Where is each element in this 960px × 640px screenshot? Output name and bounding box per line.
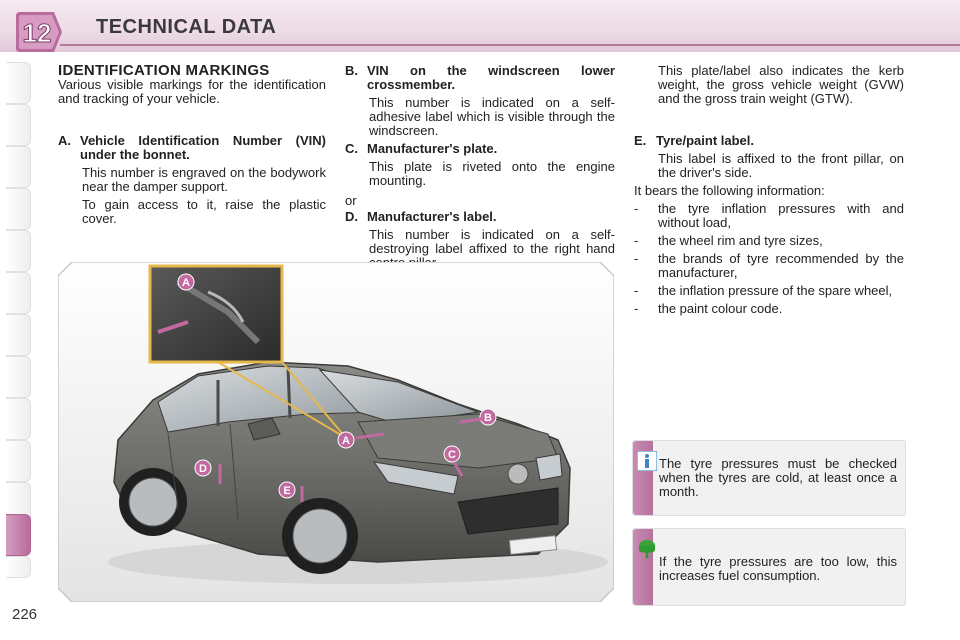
chapter-tab[interactable]	[6, 398, 31, 440]
item-c-text: This plate is riveted onto the engine mounting.	[369, 159, 615, 188]
svg-text:A: A	[342, 435, 350, 447]
section-title: IDENTIFICATION MARKINGS	[58, 62, 270, 79]
info-text: The tyre pressures must be checked when the tyres are cold, at least once a month.	[659, 456, 897, 499]
chapter-badge	[14, 10, 64, 54]
bears-intro: It bears the following information:	[634, 183, 825, 198]
chapter-tab[interactable]	[6, 188, 31, 230]
list-item: - the wheel rim and tyre sizes,	[634, 234, 904, 248]
tree-icon	[637, 539, 657, 559]
info-icon	[637, 451, 657, 471]
chapter-tab[interactable]	[6, 104, 31, 146]
chapter-tab[interactable]	[6, 440, 31, 482]
item-heading: Tyre/paint label.	[656, 133, 755, 148]
item-heading: VIN on the windscreen lower crossmember.	[367, 63, 615, 92]
item-heading: Manufacturer's label.	[367, 209, 497, 224]
svg-text:D: D	[199, 463, 207, 475]
car-illustration	[58, 262, 614, 602]
chapter-tab[interactable]	[6, 314, 31, 356]
page-number: 226	[12, 606, 38, 623]
item-letter: A.	[58, 133, 71, 148]
list-item-text: the wheel rim and tyre sizes,	[658, 233, 823, 248]
right-column	[634, 64, 904, 316]
svg-text:E: E	[283, 485, 291, 497]
list-item: - the brands of tyre recommended by the manufacturer,	[634, 251, 904, 280]
marker-a-inset	[178, 274, 194, 290]
item-d-heading	[345, 210, 615, 224]
item-d-text: This number is indicated on a self-destroying label affixed to the right hand	[369, 227, 615, 256]
or-text: or	[345, 193, 357, 208]
plate-note: This plate/label also indicates the kerb weight, the gross vehicle weight (GVW) and the gross train weight (GTW).	[658, 63, 904, 106]
left-column	[58, 64, 326, 226]
page-title: TECHNICAL DATA	[96, 16, 277, 38]
chapter-number: 12	[22, 18, 52, 48]
middle-column	[345, 64, 615, 270]
item-heading: Manufacturer's plate.	[367, 141, 498, 156]
chapter-tab[interactable]	[6, 272, 31, 314]
intro-text: Various visible markings for the identification and tracking of your vehicle.	[58, 77, 326, 106]
item-letter: D.	[345, 209, 358, 224]
item-e-heading	[634, 134, 904, 148]
item-letter: E.	[634, 133, 647, 148]
eco-box	[632, 528, 906, 606]
svg-text:B: B	[484, 412, 492, 424]
item-c-heading	[345, 142, 615, 156]
chapter-tab[interactable]	[6, 230, 31, 272]
list-item: - the tyre inflation pressures with and without load,	[634, 201, 904, 230]
list-item: - the inflation pressure of the spare wheel,	[634, 284, 904, 298]
list-item-text: the brands of tyre recommended by the manufacturer,	[658, 251, 904, 280]
item-heading: Vehicle Identification Number (VIN) under the bonnet.	[80, 133, 326, 162]
info-box	[632, 440, 906, 516]
eco-text: If the tyre pressures are too low, this increases fuel consumption.	[659, 554, 897, 583]
chapter-tab[interactable]	[6, 356, 31, 398]
chapter-tab[interactable]	[6, 62, 31, 104]
chapter-tab[interactable]	[6, 146, 31, 188]
header-rule	[60, 44, 960, 46]
chapter-tabs	[0, 62, 32, 582]
item-letter: C.	[345, 141, 358, 156]
list-item: - the paint colour code.	[634, 302, 904, 316]
chapter-tab-active[interactable]	[6, 514, 31, 556]
list-item-text: the tyre inflation pressures with and without load,	[658, 201, 904, 230]
item-a-text: To gain access to it, raise the plastic cover.	[82, 197, 326, 226]
item-letter: B.	[345, 63, 358, 78]
item-a-text: This number is engraved on the bodywork near the damper support.	[82, 165, 326, 194]
item-b-text: This number is indicated on a self-adhesive label which is visible through the windscreen.	[369, 95, 615, 138]
list-item-text: the paint colour code.	[658, 301, 783, 316]
list-item-text: the inflation pressure of the spare wheel,	[658, 283, 893, 298]
svg-text:C: C	[448, 449, 456, 461]
item-a-heading	[58, 134, 326, 162]
chapter-tab[interactable]	[6, 556, 31, 578]
item-b-heading	[345, 64, 615, 92]
svg-text:A: A	[182, 277, 190, 289]
item-e-text: This label is affixed to the front pillar, on the driver's side.	[658, 151, 904, 180]
